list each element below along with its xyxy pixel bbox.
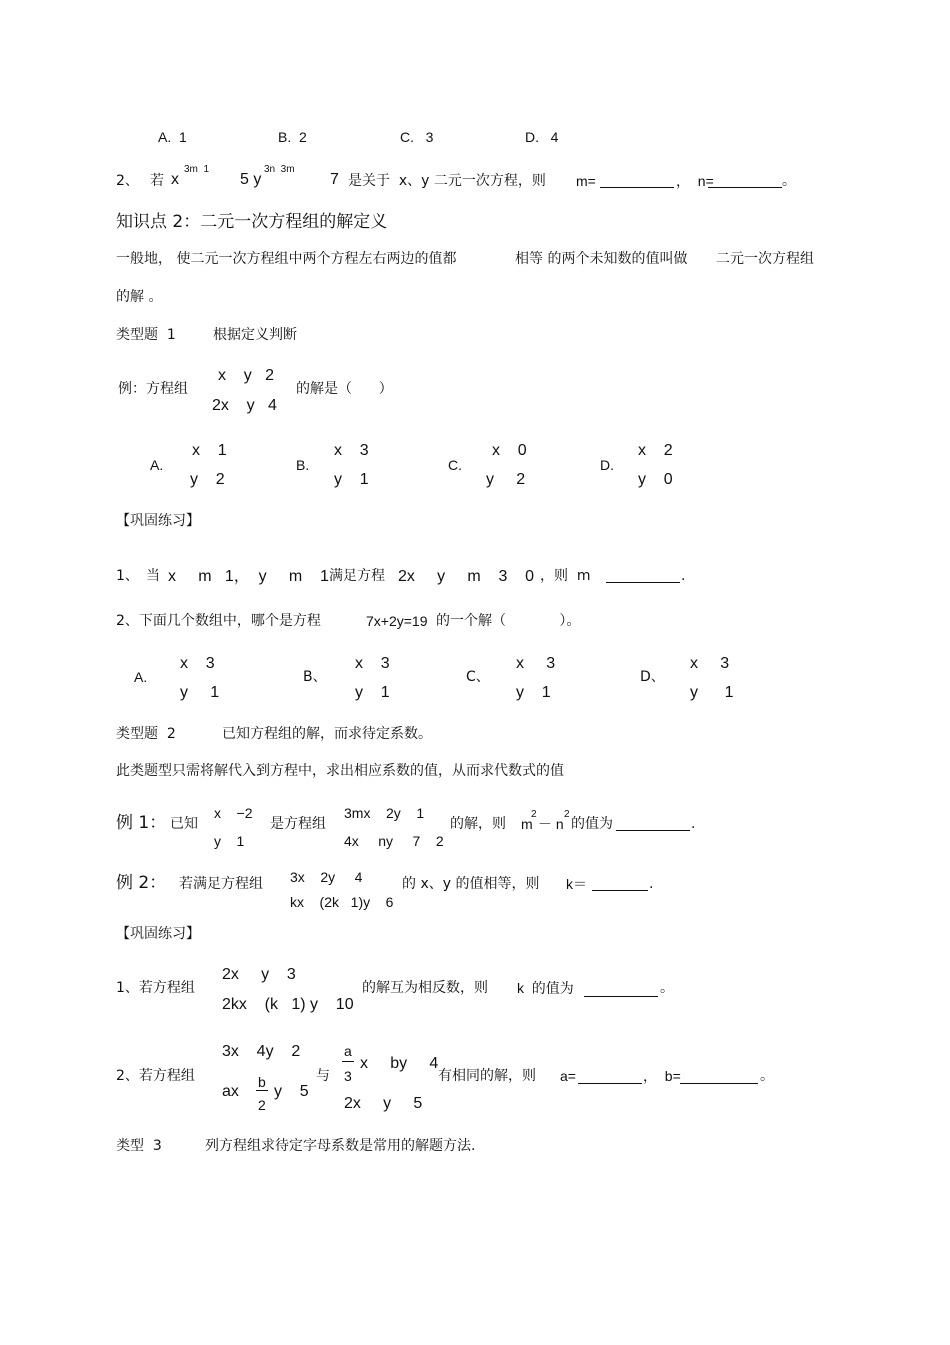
p4-with: 与 [316, 1068, 330, 1084]
p2-option-b-top: x 3 [355, 655, 390, 672]
ex-option-c-bottom: y 2 [486, 471, 526, 488]
example-prefix: 例：方程组 [118, 381, 188, 397]
ex1-eq1: 3mx 2y 1 [344, 805, 425, 821]
ex1-sup2: 2 [564, 809, 570, 820]
ex-option-a-label: A. [150, 457, 164, 473]
ex1-text: 已知 [170, 816, 198, 832]
p2-option-d-top: x 3 [690, 655, 730, 672]
example-eq1: x y 2 [218, 367, 275, 384]
ex1-minus: － n [538, 816, 564, 832]
p2-option-a-top: x 3 [180, 655, 215, 672]
p3-end: 。 [660, 980, 674, 996]
ex1-eq2: 4x ny 7 2 [344, 833, 444, 849]
type2-note: 此类题型只需将解代入到方程中，求出相应系数的值，从而求代数式的值 [116, 763, 564, 779]
p4-text: 2、若方程组 [116, 1068, 195, 1084]
type3-title: 类型 3 [116, 1138, 162, 1154]
p1-expr2: 2x y m 3 0 [398, 568, 535, 585]
p4-eq1: 3x 4y 2 [222, 1043, 301, 1060]
ex2-text2: 的 x、y 的值相等，则 [402, 876, 540, 892]
ex1-label: 例 1： [116, 813, 167, 833]
type2-title: 类型题 2 [116, 726, 176, 742]
p1-blank [606, 582, 680, 583]
p2-text: 2、下面几个数组中，哪个是方程 [116, 613, 321, 629]
p3-text2: 的解互为相反数，则 [362, 980, 488, 996]
n-blank [708, 187, 782, 188]
p2-eq: 7x+2y=19 [366, 613, 428, 629]
p4-frac-3: 3 [344, 1068, 352, 1084]
p3-eq2: 2kx (k 1) y 10 [222, 996, 354, 1013]
ex1-mid: 是方程组 [270, 816, 326, 832]
p1-text1: 当 [146, 568, 160, 584]
p4-frac-2: 2 [258, 1097, 266, 1113]
ex1-blank [616, 830, 690, 831]
p2-option-c-label: C、 [466, 669, 490, 685]
p3-text: 1、若方程组 [116, 980, 195, 996]
p4-text2: 有相同的解，则 [438, 1068, 536, 1084]
p2-option-b-bottom: y 1 [355, 684, 390, 701]
p4-frac-b: b [258, 1074, 266, 1090]
q2-n-label: ， n= [676, 173, 714, 189]
p1-end: . [681, 568, 686, 584]
q2-mid: 5 y [240, 171, 262, 188]
type3-desc: 列方程组求待定字母系数是常用的解题方法. [205, 1138, 476, 1154]
ex-option-d-bottom: y 0 [638, 471, 673, 488]
ex-option-d-top: x 2 [638, 442, 673, 459]
ex1-text2: 的解，则 [450, 816, 506, 832]
p2-option-d-label: D、 [640, 669, 665, 685]
ex2-blank [592, 890, 648, 891]
ex1-sup1: 2 [531, 809, 537, 820]
option-d: D. 4 [525, 129, 559, 145]
type1-desc: 根据定义判断 [213, 327, 297, 343]
ex2-label: 例 2： [116, 873, 167, 893]
section-title: 知识点 2：二元一次方程组的解定义 [116, 212, 388, 232]
ex-option-b-bottom: y 1 [334, 471, 369, 488]
ex-option-c-label: C. [448, 457, 462, 473]
definition-part1: 一般地， 使二元一次方程组中两个方程左右两边的值都 [116, 251, 457, 267]
ex-option-a-top: x 1 [192, 442, 227, 459]
p1-expr: x m 1， y m 1 [168, 568, 329, 585]
p2-option-b-label: B、 [303, 669, 327, 685]
p4-end: 。 [760, 1068, 774, 1084]
ex2-k: k＝ [566, 876, 587, 892]
p3-k: k 的值为 [517, 980, 574, 996]
p4-eq4: 2x y 5 [344, 1095, 423, 1112]
ex1-text3: 的值为 [571, 816, 613, 832]
p2-text2: 的一个解（ ）。 [436, 613, 581, 629]
p1-number: 1、 [116, 568, 139, 584]
ex1-m: m [521, 816, 533, 832]
option-a: A. 1 [158, 129, 187, 145]
ex2-end: . [649, 876, 654, 892]
p1-text2: 满足方程 [329, 568, 385, 584]
practice-title: 【巩固练习】 [116, 513, 200, 529]
p3-eq1: 2x y 3 [222, 966, 296, 983]
p2-option-a-bottom: y 1 [180, 684, 220, 701]
ex-option-b-top: x 3 [334, 442, 369, 459]
type1-title: 类型题 1 [116, 327, 176, 343]
definition-part3: 二元一次方程组 [716, 251, 814, 267]
q2-exp1: 3m 1 [184, 164, 210, 175]
p4-eq3: x by 4 [360, 1055, 439, 1072]
definition-part4: 的解 。 [116, 289, 163, 305]
p2-option-a-label: A. [134, 669, 148, 685]
q2-end: 。 [782, 173, 796, 189]
ex-option-c-top: x 0 [492, 442, 527, 459]
p4-eq2d: y 5 [274, 1083, 309, 1100]
p2-option-d-bottom: y 1 [690, 684, 734, 701]
q2-prefix: 若 [150, 173, 164, 189]
a-blank [578, 1083, 642, 1084]
ex2-eq2: kx (2k 1)y 6 [290, 894, 394, 910]
definition-part2: 相等 的两个未知数的值叫做 [515, 251, 688, 267]
ex1-end: . [691, 816, 696, 832]
example-eq2: 2x y 4 [212, 397, 277, 414]
q2-m-label: m= [576, 173, 596, 189]
practice2-title: 【巩固练习】 [116, 926, 200, 942]
p4-a-label: a= [560, 1068, 576, 1084]
q2-text: 是关于 x、y 二元一次方程，则 [348, 173, 546, 189]
ex2-text: 若满足方程组 [179, 876, 263, 892]
ex-option-a-bottom: y 2 [190, 471, 225, 488]
p4-b-label: ， b= [643, 1068, 681, 1084]
p2-option-c-top: x 3 [516, 655, 556, 672]
q2-seven: 7 [330, 171, 339, 188]
p4-frac-a: a [344, 1043, 352, 1059]
p1-text3: ，则 m [540, 568, 591, 584]
p4-frac-line2 [342, 1061, 354, 1062]
ex-option-b-label: B. [296, 457, 310, 473]
ex1-bottom: y 1 [214, 833, 245, 849]
q2-exp2: 3n 3m [264, 164, 295, 175]
q2-number: 2、 [116, 173, 139, 189]
example-suffix: 的解是（ ） [296, 381, 393, 397]
q2-x: x [171, 171, 179, 188]
p4-eq2a: ax [222, 1083, 239, 1100]
p2-option-c-bottom: y 1 [516, 684, 551, 701]
type2-desc: 已知方程组的解，而求待定系数。 [222, 726, 432, 742]
option-c: C. 3 [400, 129, 434, 145]
b-blank [680, 1083, 758, 1084]
p4-frac-line1 [256, 1090, 268, 1091]
p3-blank [584, 996, 658, 997]
ex-option-d-label: D. [600, 457, 614, 473]
option-b: B. 2 [278, 129, 307, 145]
m-blank [600, 187, 674, 188]
ex2-eq1: 3x 2y 4 [290, 869, 363, 885]
ex1-top: x −2 [214, 805, 253, 821]
